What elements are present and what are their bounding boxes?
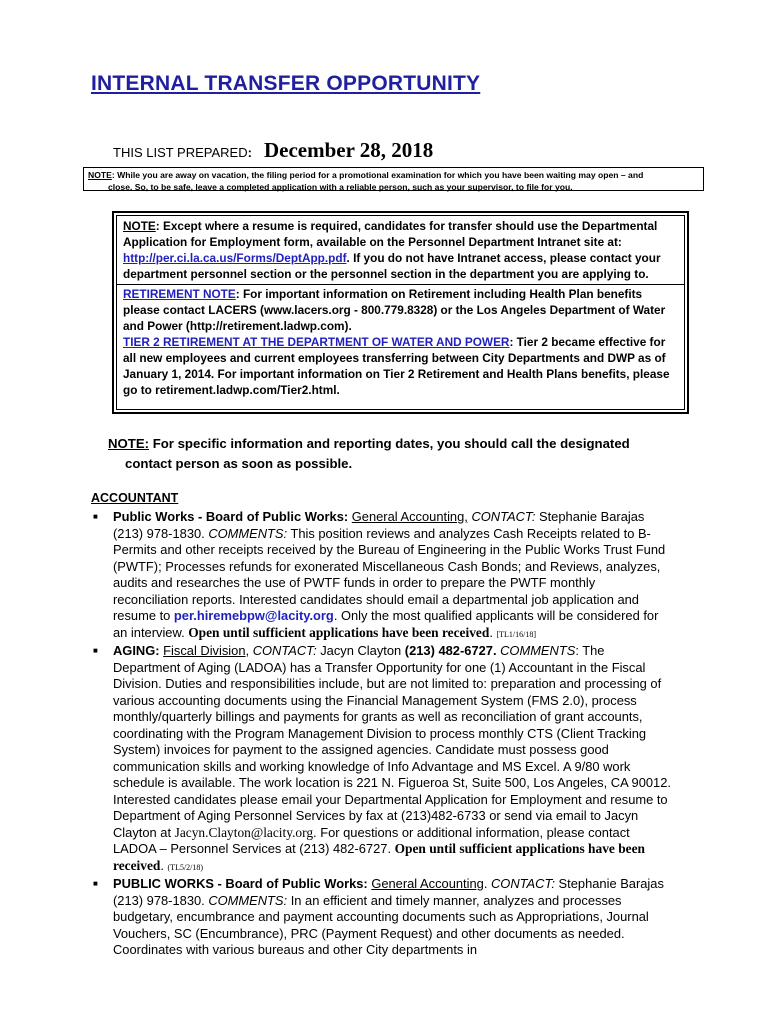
entry-end: . [489, 624, 497, 640]
entry-dept: AGING: [113, 643, 160, 658]
resume-note-text1: : Except where a resume is required, candidates for transfer should use the Departmental Application for Employment form, available on the Personnel Department Intranet site at: [123, 219, 658, 249]
entry-phone: (213) 482-6727. [404, 643, 497, 658]
entry-comments-label: COMMENTS [500, 643, 576, 658]
bullet-icon: ■ [93, 512, 98, 521]
entry-text: In an efficient and timely manner, analyzes and processes budgetary, encumbrance and payment accounting documents such as Appropriations, Journal Vouchers, SC (Encumbrance), PRC (Payment Request) and other documents as needed. Coordinates with various bureaus and other City departments in [113, 892, 649, 957]
retirement-note-label: RETIREMENT NOTE [123, 287, 236, 301]
resume-note-label: NOTE [123, 219, 156, 233]
entry-division: General Accounting [371, 876, 484, 891]
prepared-date: December 28, 2018 [263, 138, 434, 162]
entry-email-link[interactable]: per.hiremebpw@lacity.org [173, 608, 334, 623]
entry-text2: . Only the most qualified applicants will be considered for an interview. [113, 608, 659, 640]
entry-contact-label: CONTACT: [491, 876, 555, 891]
tier2-label: TIER 2 RETIREMENT AT THE DEPARTMENT OF WATER AND POWER [123, 335, 510, 349]
prepared-label: THIS LIST PREPARED [113, 145, 248, 160]
vacation-note-box [83, 167, 704, 191]
entry-contact: Jacyn Clayton [316, 643, 405, 658]
entry-comments-label: COMMENTS: [208, 525, 288, 541]
tier2-text: : Tier 2 became effective for all new employees and current employees transferring between City Departments and DWP as of January 1, 2014. For important information on Tier 2 Retirement and Health Plans benefits, please go to retirement.ladwp.com/Tier2.html. [123, 335, 670, 397]
entry-comments-label: COMMENTS: [208, 892, 288, 908]
entry-open-status: Open until sufficient applications have been received [188, 624, 490, 640]
contact-note-line2: contact person as soon as possible. [125, 456, 353, 471]
entry-contact: Stephanie Barajas (213) 978-1830. [113, 509, 645, 541]
job-list [91, 509, 671, 959]
bullet-icon: ■ [93, 646, 98, 655]
list-item: ■ PUBLIC WORKS - Board of Public Works: General Accounting. CONTACT: Stephanie Barajas (213) 978-1830. COMMENTS: In an efficient and timely manner, analyzes and processes budgetary, encumbrance and payment accounting documents such as Appropriations, Journal Vouchers, SC (Encumbrance), PRC (Payment Request) and other documents as needed. Coordinates with various bureaus and other City departments in [93, 876, 664, 957]
retirement-note [117, 285, 684, 398]
retirement-note-text: : For important information on Retirement including Health Plan benefits please contact LACERS (www.lacers.org - 800.779.8328) or the Los Angeles Department of Water and Power (http://retirement.ladwp.com). [123, 287, 666, 333]
prepared-line [113, 138, 433, 163]
list-item: ■ AGING: Fiscal Division, CONTACT: Jacyn Clayton (213) 482-6727. COMMENTS: The Department of Aging (LADOA) has a Transfer Opportunity for one (1) Accountant in the Fiscal Division. Duties and responsibilities include, but are not limited to: preparation and processing of various accounting documents using the Financial Management System (FMS 2.0), process monthly/quarterly billings and payments for grants as well as reconciliation of grant accounts, coordinating with the Program Management Division to process monthly CTS (Client Tracking System) invoices for payment to the assigned agencies. Candidate must possess good communication skills and working knowledge of Info Advantage and MS Excel. A 9/80 work schedule is available. The work location is 221 N. Figueroa St, Suite 500, Los Angeles, CA 90012. Interested candidates please email your Departmental Application for Employment and resume to Department of Aging Personnel Services by fax at (213)482-6733 or send via email to Jacyn Clayton at Jacyn.Clayton@lacity.org. For questions or additional information, please contact LADOA – Personnel Services at (213) 482-6727. Open until sufficient applications have been received. (TL5/2/18) [93, 643, 671, 873]
entry-tag: [TL1/16/18] [496, 629, 537, 639]
entry-contact-label: CONTACT: [252, 643, 317, 658]
resume-note-text2: . If you do not have Intranet access, please contact your department personnel section or the personnel section in the department you are applying to. [123, 251, 661, 281]
vacation-note-line2: close. So, to be safe, leave a completed application with a reliable person, such as your supervisor, to file for you. [108, 182, 573, 192]
entry-text: : The Department of Aging (LADOA) has a Transfer Opportunity for one (1) Accountant in the Fiscal Division. Duties and responsibilities include, but are not limited to: preparation and processing of various accounting documents using the Financial Management System (FMS 2.0), process monthly/quarterly billings and payments for grants as well as reconciliation of grant accounts, coordinating with the Program Management Division to process monthly CTS (Client Tracking System) invoices for payment to the assigned agencies. Candidate must possess good communication skills and working knowledge of Info Advantage and MS Excel. A 9/80 work schedule is available. The work location is 221 N. Figueroa St, Suite 500, Los Angeles, CA 90012. Interested candidates please email your Departmental Application for Employment and resume to Department of Aging Personnel Services by fax at (213)482-6733 or send via email to Jacyn Clayton at [113, 643, 671, 840]
entry-text2: . For questions or additional information, please contact LADOA – Personnel Services at (213) 482-6727. [113, 824, 630, 856]
entry-end: . [160, 857, 168, 873]
entry-dept: Public Works - Board of Public Works: [113, 509, 349, 524]
vacation-note-line1: : While you are away on vacation, the filing period for a promotional examination for which you have been waiting may open – and [111, 170, 644, 180]
resume-note [117, 216, 684, 285]
list-item [91, 509, 671, 643]
dept-app-link[interactable]: http://per.ci.la.ca.us/Forms/DeptApp.pdf [123, 251, 347, 265]
entry-division: Fiscal Division [163, 643, 246, 658]
entry-text: This position reviews and analyzes Cash Receipts related to B-Permits and other receipts received by the Bureau of Engineering in the Public Works Trust Fund (PWTF); Processes refunds for exonerated Miscellaneous Cash Bonds; and Reviews, analyzes, audits and researches the use of PWTF funds in order to prepare the PWTF monthly reconciliation reports. Interested candidates should email a departmental job application and resume to [113, 525, 666, 623]
vacation-note-label: NOTE [88, 170, 112, 180]
contact-note-line1: For specific information and reporting dates, you should call the designated [149, 436, 630, 451]
entry-tag: (TL5/2/18) [167, 862, 204, 872]
contact-note [108, 434, 630, 474]
entry-contact: Stephanie Barajas (213) 978-1830. [113, 876, 664, 908]
entry-dept: PUBLIC WORKS - Board of Public Works: [113, 876, 368, 891]
prepared-colon: : [247, 145, 252, 160]
entry-email-link[interactable]: Jacyn.Clayton@lacity.org [174, 824, 314, 840]
entry-division: General Accounting, [351, 509, 468, 524]
contact-note-label: NOTE: [108, 436, 150, 451]
info-box [112, 211, 689, 414]
page-title: INTERNAL TRANSFER OPPORTUNITY [91, 72, 481, 95]
section-title: ACCOUNTANT [91, 491, 179, 505]
entry-contact-label: CONTACT: [471, 509, 536, 524]
bullet-icon: ■ [93, 879, 98, 888]
entry-open-status: Open until sufficient applications have been received [113, 841, 645, 873]
